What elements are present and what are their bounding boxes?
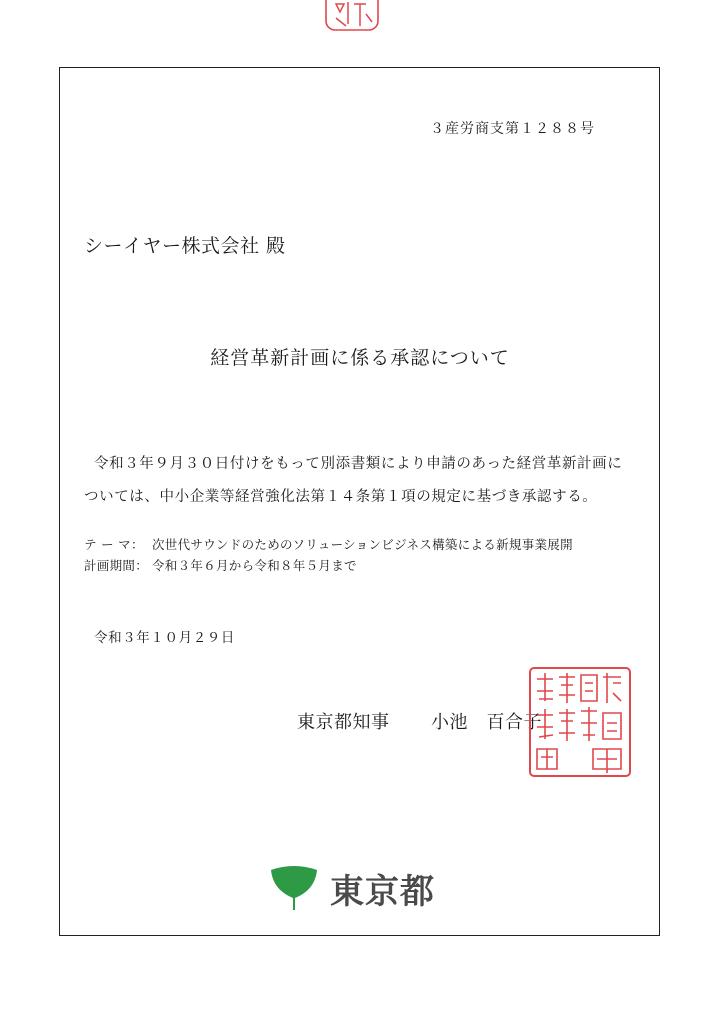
- signatory-name: 小池 百合子: [431, 712, 542, 733]
- top-seal-stamp: [322, 0, 382, 34]
- theme-label: テ ー マ：: [84, 537, 144, 552]
- body-text-line-2: ついては、中小企業等経営強化法第１４条第１項の規定に基づき承認する。: [84, 489, 598, 505]
- signatory: [297, 708, 542, 734]
- period-row: [84, 556, 357, 574]
- theme-row: [84, 535, 573, 553]
- official-seal-stamp: [527, 665, 633, 779]
- recipient: シーイヤー株式会社 殿: [84, 235, 286, 257]
- document-number: ３産労商支第１２８８号: [430, 121, 595, 137]
- period-label: 計画期間：: [84, 558, 149, 573]
- ginkgo-leaf-icon: [269, 866, 319, 912]
- body-text-line-1: 令和３年９月３０日付けをもって別添書類により申請のあった経営革新計画に: [94, 456, 623, 472]
- theme-value: 次世代サウンドのためのソリューションビジネス構築による新規事業展開: [152, 537, 573, 552]
- document-title: 経営革新計画に係る承認について: [210, 347, 510, 369]
- tokyo-logo-text: 東京都: [330, 872, 435, 912]
- period-value: 令和３年６月から令和８年５月まで: [152, 558, 357, 573]
- signatory-title: 東京都知事: [297, 712, 390, 733]
- issue-date: 令和３年１０月２９日: [94, 630, 235, 646]
